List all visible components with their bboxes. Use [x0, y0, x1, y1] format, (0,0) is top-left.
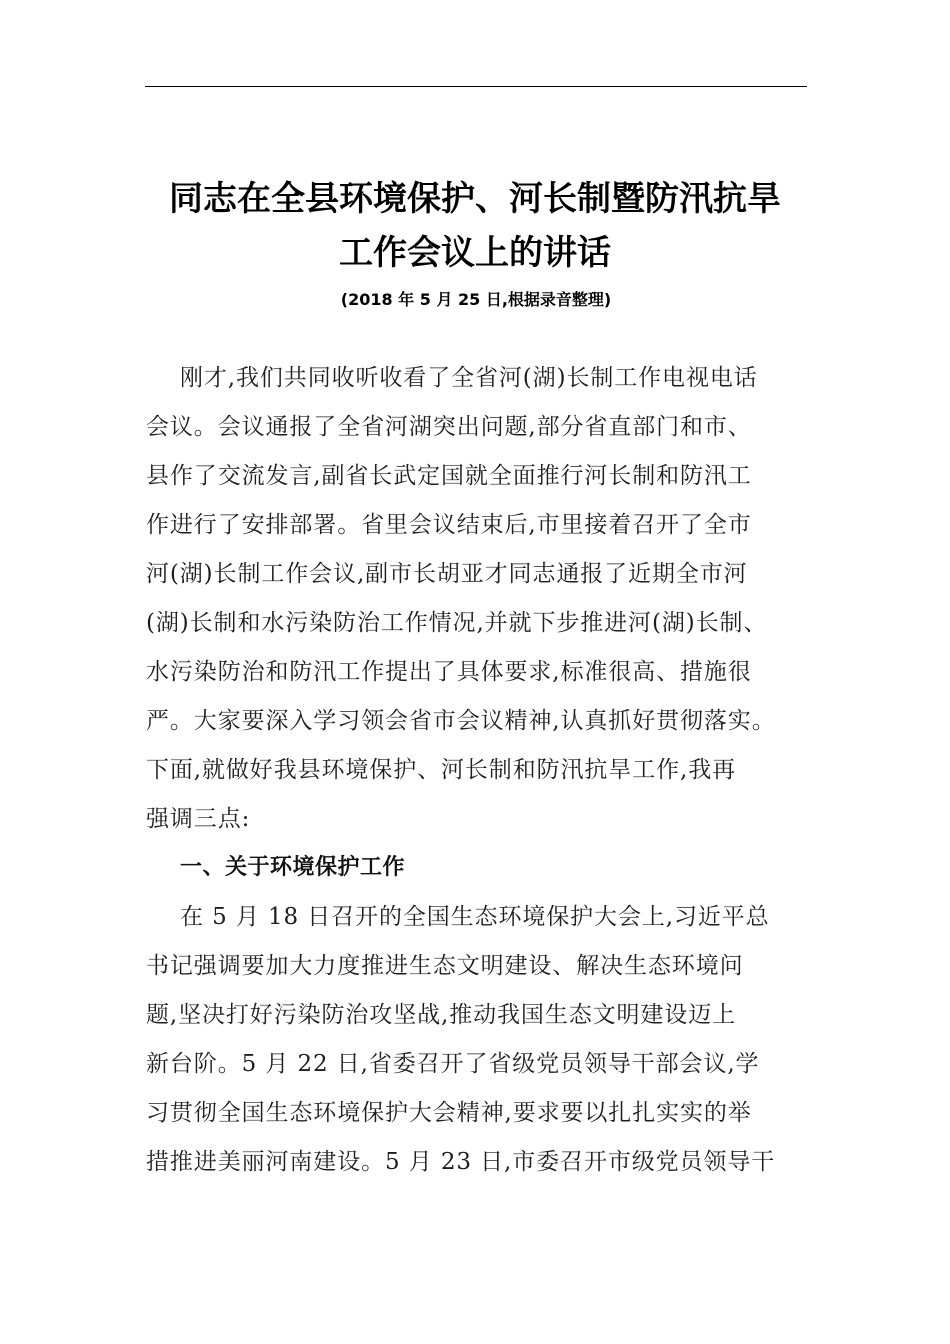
body-line: 习贯彻全国生态环境保护大会精神,要求要以扎扎实实的举	[146, 1100, 752, 1126]
body-line: 题,坚决打好污染防治攻坚战,推动我国生态文明建设迈上	[146, 1002, 737, 1028]
document-body	[146, 358, 826, 1191]
body-line: 水污染防治和防汛工作提出了具体要求,标准很高、措施很	[146, 659, 752, 685]
body-line: 措推进美丽河南建设。5 月 23 日,市委召开市级党员领导干	[146, 1149, 776, 1175]
body-line: 在 5 月 18 日召开的全国生态环境保护大会上,习近平总	[180, 904, 770, 930]
section-heading: 一、关于环境保护工作	[180, 855, 406, 880]
title-line-2: 工作会议上的讲话	[339, 233, 611, 273]
body-line: 书记强调要加大力度推进生态文明建设、解决生态环境问	[146, 953, 744, 979]
body-line: 下面,就做好我县环境保护、河长制和防汛抗旱工作,我再	[146, 757, 737, 783]
body-line: 河(湖)长制工作会议,副市长胡亚才同志通报了近期全市河	[146, 561, 748, 587]
document-title	[120, 172, 830, 280]
body-line: 县作了交流发言,副省长武定国就全面推行河长制和防汛工	[146, 463, 752, 489]
body-line: 强调三点:	[146, 806, 251, 832]
title-line-1: 同志在全县环境保护、河长制暨防汛抗旱	[169, 179, 781, 219]
body-line: 严。大家要深入学习领会省市会议精神,认真抓好贯彻落实。	[146, 708, 776, 734]
document-subtitle: (2018 年 5 月 25 日,根据录音整理)	[340, 290, 612, 309]
body-line: 会议。会议通报了全省河湖突出问题,部分省直部门和市、	[146, 414, 752, 440]
body-line: 新台阶。5 月 22 日,省委召开了省级党员领导干部会议,学	[146, 1051, 760, 1077]
header-rule	[145, 86, 807, 87]
body-line: (湖)长制和水污染防治工作情况,并就下步推进河(湖)长制、	[146, 610, 768, 636]
body-line: 作进行了安排部署。省里会议结束后,市里接着召开了全市	[146, 512, 752, 538]
body-line: 刚才,我们共同收听收看了全省河(湖)长制工作电视电话	[180, 365, 758, 391]
